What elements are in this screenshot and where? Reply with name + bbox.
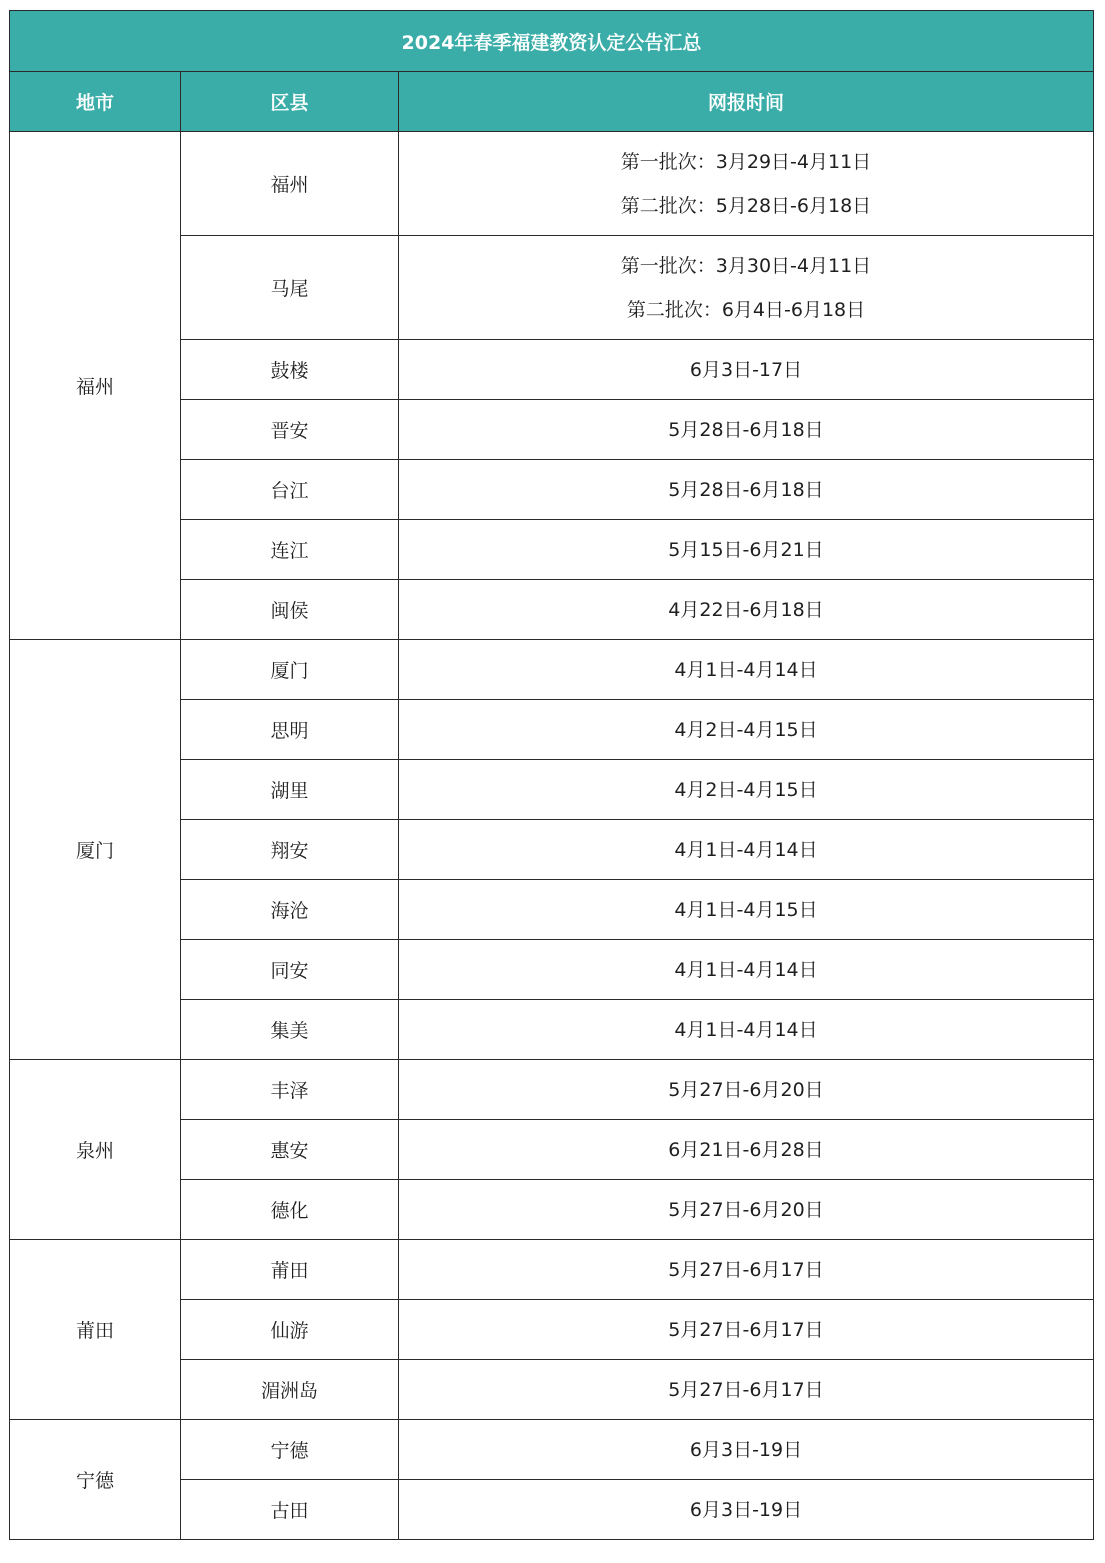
city-cell: 福州 bbox=[10, 132, 181, 640]
table-row bbox=[10, 640, 1094, 700]
time-line: 4月1日-4月14日 bbox=[674, 838, 818, 861]
time-cell bbox=[399, 132, 1094, 236]
district-cell: 厦门 bbox=[181, 640, 399, 700]
time-line: 第一批次：3月30日-4月11日 bbox=[620, 254, 872, 277]
district-cell: 思明 bbox=[181, 700, 399, 760]
time-line: 6月21日-6月28日 bbox=[668, 1138, 824, 1161]
time-line: 4月1日-4月14日 bbox=[674, 658, 818, 681]
time-line: 第二批次：6月4日-6月18日 bbox=[626, 298, 866, 321]
time-cell bbox=[399, 1420, 1094, 1480]
time-line: 第二批次：5月28日-6月18日 bbox=[620, 194, 872, 217]
table-row bbox=[10, 1060, 1094, 1120]
district-cell: 翔安 bbox=[181, 820, 399, 880]
time-line: 4月1日-4月15日 bbox=[674, 898, 818, 921]
time-cell bbox=[399, 1120, 1094, 1180]
time-line: 4月1日-4月14日 bbox=[674, 1018, 818, 1041]
district-cell: 湄洲岛 bbox=[181, 1360, 399, 1420]
time-cell bbox=[399, 760, 1094, 820]
time-cell bbox=[399, 1180, 1094, 1240]
district-cell: 惠安 bbox=[181, 1120, 399, 1180]
city-cell: 莆田 bbox=[10, 1240, 181, 1420]
time-cell bbox=[399, 340, 1094, 400]
district-cell: 集美 bbox=[181, 1000, 399, 1060]
time-line: 5月27日-6月20日 bbox=[668, 1198, 824, 1221]
district-cell: 晋安 bbox=[181, 400, 399, 460]
time-line: 5月27日-6月17日 bbox=[668, 1318, 824, 1341]
district-cell: 马尾 bbox=[181, 236, 399, 340]
city-cell: 厦门 bbox=[10, 640, 181, 1060]
time-cell bbox=[399, 580, 1094, 640]
time-line: 6月3日-19日 bbox=[689, 1438, 803, 1461]
district-cell: 海沧 bbox=[181, 880, 399, 940]
time-line: 5月27日-6月20日 bbox=[668, 1078, 824, 1101]
header-district: 区县 bbox=[181, 72, 399, 132]
schedule-table bbox=[9, 10, 1094, 1540]
district-cell: 福州 bbox=[181, 132, 399, 236]
city-cell: 宁德 bbox=[10, 1420, 181, 1540]
time-cell bbox=[399, 1060, 1094, 1120]
district-cell: 同安 bbox=[181, 940, 399, 1000]
time-line: 5月28日-6月18日 bbox=[668, 418, 824, 441]
time-cell bbox=[399, 520, 1094, 580]
time-cell bbox=[399, 1360, 1094, 1420]
time-cell bbox=[399, 400, 1094, 460]
time-cell bbox=[399, 820, 1094, 880]
time-cell bbox=[399, 236, 1094, 340]
district-cell: 仙游 bbox=[181, 1300, 399, 1360]
city-cell: 泉州 bbox=[10, 1060, 181, 1240]
district-cell: 莆田 bbox=[181, 1240, 399, 1300]
district-cell: 连江 bbox=[181, 520, 399, 580]
district-cell: 台江 bbox=[181, 460, 399, 520]
district-cell: 闽侯 bbox=[181, 580, 399, 640]
time-cell bbox=[399, 940, 1094, 1000]
time-line: 5月28日-6月18日 bbox=[668, 478, 824, 501]
time-cell bbox=[399, 1300, 1094, 1360]
table-row bbox=[10, 132, 1094, 236]
time-cell bbox=[399, 640, 1094, 700]
header-time: 网报时间 bbox=[399, 72, 1094, 132]
time-line: 5月27日-6月17日 bbox=[668, 1258, 824, 1281]
time-cell bbox=[399, 1000, 1094, 1060]
time-line: 4月2日-4月15日 bbox=[674, 778, 818, 801]
time-cell bbox=[399, 700, 1094, 760]
time-cell bbox=[399, 460, 1094, 520]
time-line: 第一批次：3月29日-4月11日 bbox=[620, 150, 872, 173]
district-cell: 古田 bbox=[181, 1480, 399, 1540]
table-body bbox=[10, 132, 1094, 1540]
time-line: 6月3日-17日 bbox=[689, 358, 803, 381]
header-city: 地市 bbox=[10, 72, 181, 132]
district-cell: 鼓楼 bbox=[181, 340, 399, 400]
table-title: 2024年春季福建教资认定公告汇总 bbox=[10, 11, 1094, 72]
time-cell bbox=[399, 1240, 1094, 1300]
district-cell: 宁德 bbox=[181, 1420, 399, 1480]
time-line: 5月15日-6月21日 bbox=[668, 538, 824, 561]
district-cell: 湖里 bbox=[181, 760, 399, 820]
district-cell: 德化 bbox=[181, 1180, 399, 1240]
time-cell bbox=[399, 1480, 1094, 1540]
time-cell bbox=[399, 880, 1094, 940]
title-row bbox=[10, 11, 1094, 72]
table-row bbox=[10, 1420, 1094, 1480]
table-row bbox=[10, 1240, 1094, 1300]
district-cell: 丰泽 bbox=[181, 1060, 399, 1120]
header-row bbox=[10, 72, 1094, 132]
time-line: 4月1日-4月14日 bbox=[674, 958, 818, 981]
time-line: 4月22日-6月18日 bbox=[668, 598, 824, 621]
time-line: 5月27日-6月17日 bbox=[668, 1378, 824, 1401]
time-line: 6月3日-19日 bbox=[689, 1498, 803, 1521]
time-line: 4月2日-4月15日 bbox=[674, 718, 818, 741]
